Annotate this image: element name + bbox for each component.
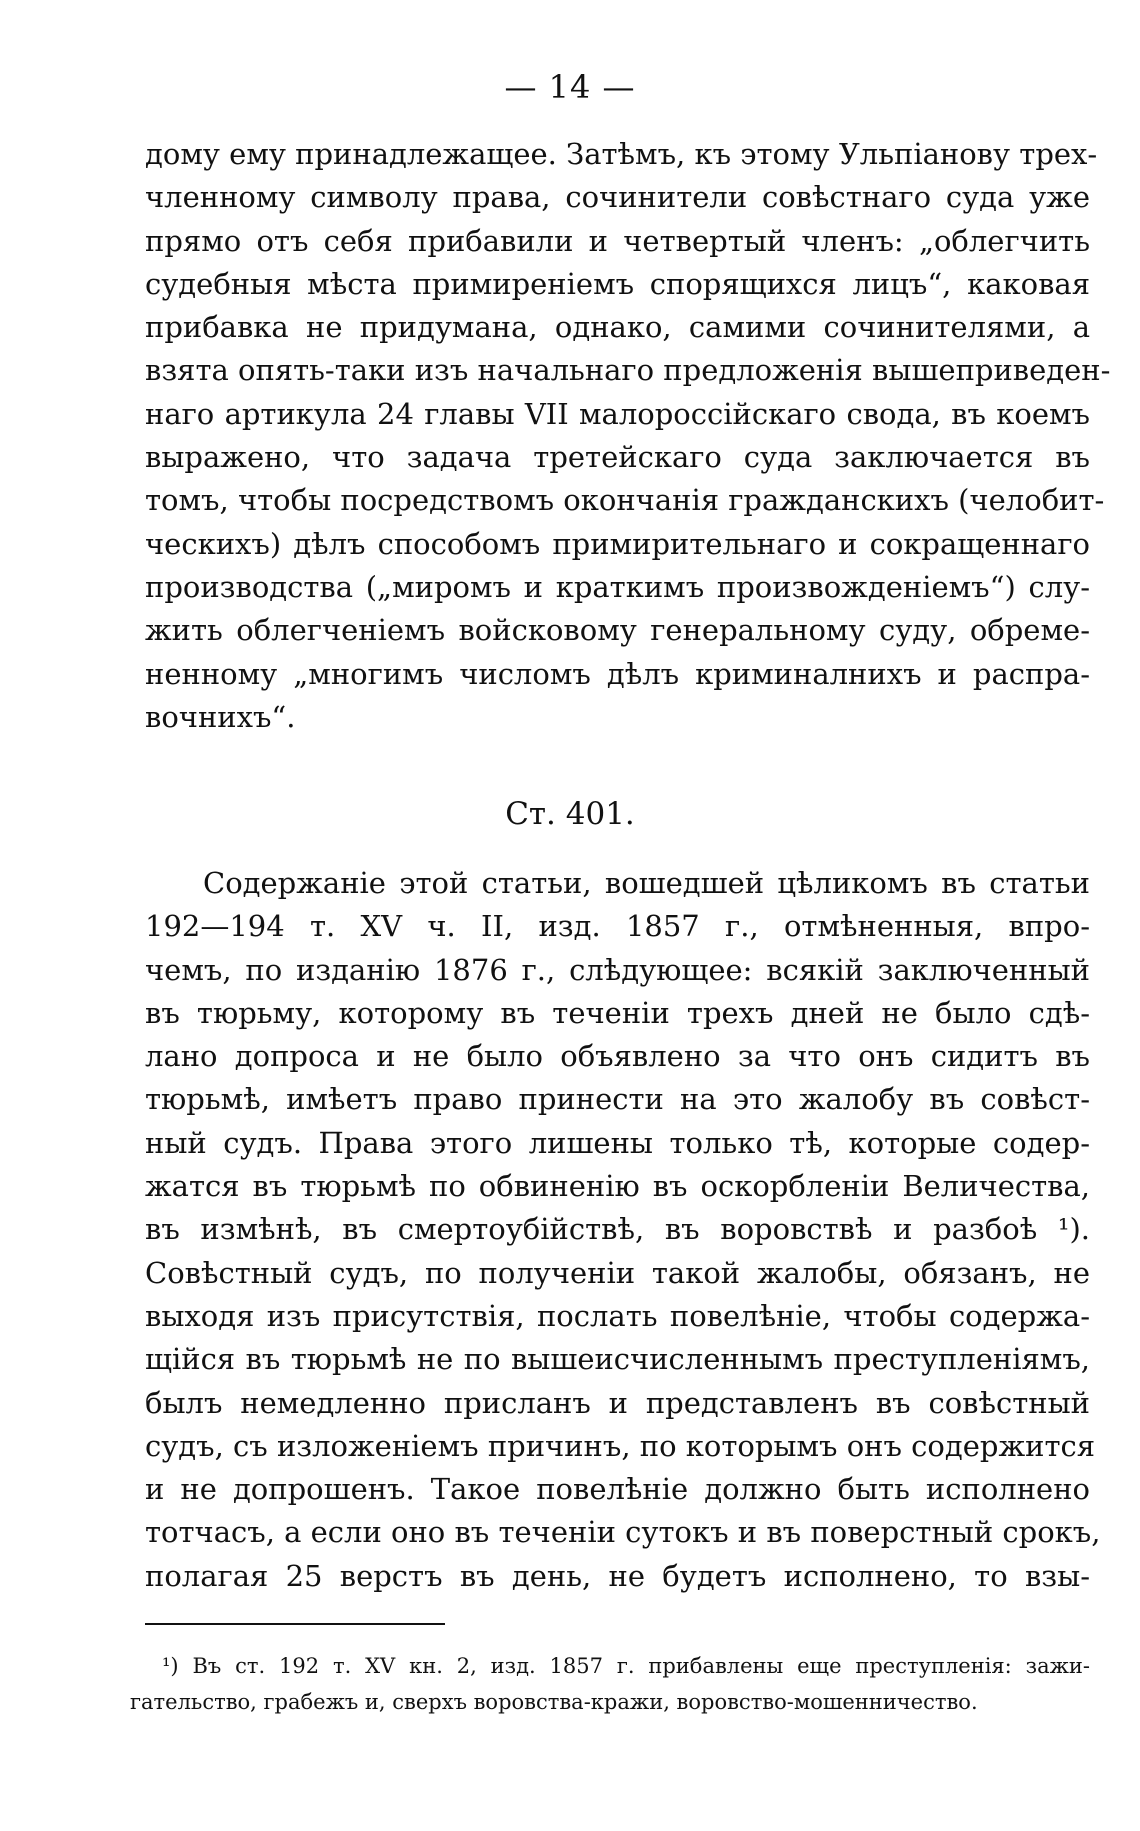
text-line: тюрьмѣ, имѣетъ право принести на это жалобу въ совѣст- (145, 1082, 1090, 1117)
text-line: въ измѣнѣ, въ смертоубійствѣ, въ воровствѣ и разбоѣ ¹). (145, 1212, 1090, 1247)
text-line: выражено, что задача третейскаго суда заключается въ (145, 440, 1090, 475)
text-line: щійся въ тюрьмѣ не по вышеисчисленнымъ преступленіямъ, (145, 1342, 1090, 1377)
page-number: — 14 — (504, 68, 636, 106)
text-line: ческихъ) дѣлъ способомъ примирительнаго и сокращеннаго (145, 526, 1090, 561)
text-line: 192—194 т. XV ч. II, изд. 1857 г., отмѣненныя, впро- (145, 909, 1090, 944)
text-line: тотчасъ, а если оно въ теченіи сутокъ и въ поверстный срокъ, (145, 1515, 1101, 1550)
text-line: жатся въ тюрьмѣ по обвиненію въ оскорбленіи Величества, (145, 1169, 1090, 1204)
text-line: жить облегченіемъ войсковому генеральному суду, обреме- (145, 613, 1090, 648)
text-line: лано допроса и не было объявлено за что онъ сидитъ въ (145, 1039, 1090, 1074)
text-line: выходя изъ присутствія, послать повелѣніе, чтобы содержа- (145, 1298, 1090, 1333)
article-paragraph (145, 862, 1101, 1598)
text-line: ный судъ. Права этого лишены только тѣ, которые содер- (145, 1125, 1090, 1160)
text-line: наго артикула 24 главы VII малороссійскаго свода, въ коемъ (145, 396, 1090, 431)
text-line: судъ, съ изложеніемъ причинъ, по которымъ онъ содержится (145, 1428, 1096, 1463)
footnote (130, 1648, 1090, 1720)
text-line: судебныя мѣста примиреніемъ спорящихся лицъ“, каковая (145, 266, 1090, 301)
text-line: полагая 25 верстъ въ день, не будетъ исполнено, то взы- (145, 1558, 1090, 1593)
text-line: чемъ, по изданію 1876 г., слѣдующее: всякій заключенный (145, 952, 1090, 987)
text-line: въ тюрьму, которому въ теченіи трехъ дней не было сдѣ- (145, 995, 1090, 1030)
article-heading: Ст. 401. (505, 796, 635, 832)
text-line: ненному „многимъ числомъ дѣлъ криминалнихъ и распра- (145, 656, 1090, 691)
paragraph-continuation (145, 133, 1111, 739)
text-line: былъ немедленно присланъ и представленъ въ совѣстный (145, 1385, 1090, 1420)
text-line: прибавка не придумана, однако, самими сочинителями, а (145, 310, 1090, 345)
text-line: взята опять-таки изъ начальнаго предложенія вышеприведен- (145, 353, 1111, 388)
text-line: производства („миромъ и краткимъ произвожденіемъ“) слу- (145, 569, 1090, 604)
footnote-line: ¹) Въ ст. 192 т. XV кн. 2, изд. 1857 г. прибавлены еще преступленія: зажи- (162, 1654, 1090, 1678)
text-line: вочнихъ“. (145, 699, 296, 734)
text-line: Содержаніе этой статьи, вошедшей цѣликомъ въ статьи (203, 866, 1090, 900)
text-line: томъ, чтобы посредствомъ окончанія гражданскихъ (челобит- (145, 483, 1105, 518)
text-line: Совѣстный судъ, по полученіи такой жалобы, обязанъ, не (145, 1255, 1090, 1290)
footnote-line: гательство, грабежъ и, сверхъ воровства-кражи, воровство-мошенничество. (130, 1690, 978, 1714)
text-line: и не допрошенъ. Такое повелѣніе должно быть исполнено (145, 1472, 1090, 1507)
footnote-divider (145, 1623, 445, 1625)
text-line: членному символу права, сочинители совѣстнаго суда уже (145, 180, 1090, 215)
text-line: дому ему принадлежащее. Затѣмъ, къ этому Ульпіанову трех- (145, 137, 1098, 171)
text-line: прямо отъ себя прибавили и четвертый членъ: „облегчить (145, 223, 1090, 258)
